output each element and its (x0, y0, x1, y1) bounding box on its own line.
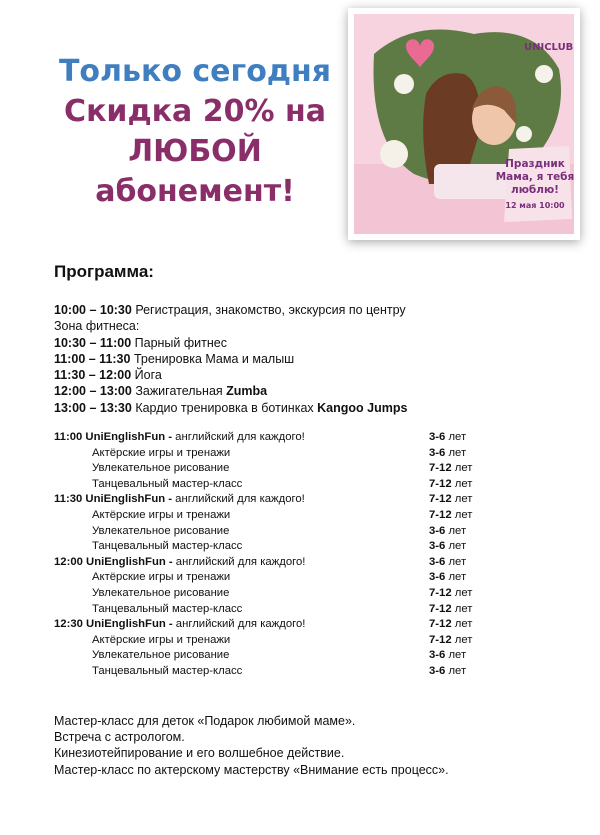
age-range: 7-12 (429, 462, 452, 475)
age-range: 3-6 (429, 524, 446, 537)
slot-time: 11:30 (54, 493, 83, 506)
headline-line-4: абонемент! (95, 174, 295, 209)
headline-line-2: Скидка 20% на (64, 94, 326, 129)
program-item (54, 383, 407, 399)
program-item-time: 13:00 – 13:30 (54, 400, 132, 415)
promo-caption-line-1: Праздник (505, 158, 565, 170)
activity-age (429, 602, 472, 618)
activity-row (54, 461, 473, 477)
age-range: 3-6 (429, 649, 446, 662)
footer-line: Кинезиотейпирование и его волшебное действие. (54, 746, 345, 761)
schedule-slot (54, 617, 473, 633)
age-range: 3-6 (429, 540, 446, 553)
activity-row (54, 477, 473, 493)
slot-brand: UniEnglishFun - (86, 618, 173, 631)
activity-row (54, 446, 467, 462)
promo-caption-line-3: люблю! (511, 184, 559, 196)
headline-line-3: ЛЮБОЙ (128, 134, 262, 169)
age-unit: лет (451, 602, 473, 615)
age-unit: лет (445, 555, 467, 568)
schedule-slot (54, 492, 473, 508)
program-item (54, 367, 407, 383)
activity-name: Актёрские игры и тренажи (92, 633, 231, 646)
slot-age (429, 617, 472, 633)
activity-age (429, 664, 466, 680)
program-item-text: Зона фитнеса: (54, 319, 140, 334)
program-item-text: Парный фитнес (131, 335, 227, 350)
age-unit: лет (445, 524, 467, 537)
activity-row (54, 539, 467, 555)
footer-line: Встреча с астрологом. (54, 730, 185, 745)
footer-line: Мастер-класс для деток «Подарок любимой маме». (54, 714, 356, 728)
slot-brand: UniEnglishFun - (86, 555, 173, 568)
program-item (54, 302, 407, 318)
age-unit: лет (451, 633, 473, 646)
age-range: 3-6 (429, 555, 446, 568)
slot-brand: UniEnglishFun - (85, 493, 173, 506)
slot-time: 12:30 (54, 618, 83, 631)
slot-time: 12:00 (54, 555, 83, 568)
schedule-slot (54, 430, 467, 446)
activity-age (429, 461, 472, 477)
program-item-highlight: Zumba (226, 384, 268, 399)
activity-row (54, 586, 473, 602)
age-range: 3-6 (429, 431, 446, 443)
age-unit: лет (445, 571, 467, 584)
slot-description: английский для каждого! (172, 618, 306, 631)
program-item-text: Зажигательная (131, 384, 227, 399)
activity-name: Актёрские игры и тренажи (92, 571, 231, 584)
headline-line-1: Только сегодня (58, 54, 332, 89)
program-item-text: Кардио тренировка в ботинках (131, 400, 318, 415)
activity-name: Танцевальный мастер-класс (92, 477, 243, 490)
program-item-highlight: Kangoo Jumps (317, 400, 408, 415)
age-range: 7-12 (429, 586, 452, 599)
promo-date: 12 мая 10:00 (505, 201, 565, 210)
activity-age (429, 586, 472, 602)
age-unit: лет (451, 508, 473, 521)
promo-caption (494, 158, 576, 212)
age-range: 3-6 (429, 664, 446, 677)
activity-age (429, 633, 472, 649)
activity-row (54, 664, 467, 680)
program-item (54, 318, 407, 334)
activity-row (54, 524, 467, 540)
age-unit: лет (451, 586, 473, 599)
activity-row (54, 570, 467, 586)
age-unit: лет (451, 618, 473, 631)
slot-time: 11:00 (54, 431, 83, 443)
program-item-time: 11:30 – 12:00 (54, 368, 132, 383)
age-range: 7-12 (429, 602, 452, 615)
slot-description: английский для каждого! (172, 431, 305, 443)
footer-notes (54, 713, 449, 778)
schedule-table (54, 430, 473, 680)
age-unit: лет (451, 493, 473, 506)
promo-headline (30, 52, 360, 212)
age-range: 7-12 (429, 618, 452, 631)
activity-age (429, 524, 466, 540)
program-list (54, 302, 407, 416)
age-range: 7-12 (429, 477, 452, 490)
slot-age (429, 430, 466, 446)
activity-row (54, 633, 473, 649)
program-title: Программа: (54, 262, 154, 281)
program-item-text: Регистрация, знакомство, экскурсия по центру (131, 303, 406, 317)
program-item (54, 400, 407, 416)
activity-name: Актёрские игры и тренажи (92, 508, 231, 521)
program-item-time: 12:00 – 13:00 (54, 384, 132, 399)
program-item-text: Тренировка Мама и малыш (130, 351, 295, 366)
activity-age (429, 539, 466, 555)
age-unit: лет (445, 431, 467, 443)
promo-image (348, 8, 580, 240)
activity-age (429, 446, 466, 462)
program-item (54, 351, 407, 367)
footer-line: Мастер-класс по актерскому мастерству «Внимание есть процесс». (54, 762, 449, 777)
age-range: 3-6 (429, 446, 446, 459)
activity-row (54, 648, 467, 664)
slot-age (429, 555, 466, 571)
slot-description: английский для каждого! (172, 493, 305, 506)
program-item-text: Йога (131, 368, 162, 383)
activity-row (54, 602, 473, 618)
activity-age (429, 508, 472, 524)
promo-logo: UNICLUB (524, 42, 574, 53)
activity-name: Танцевальный мастер-класс (92, 540, 243, 553)
age-range: 3-6 (429, 571, 446, 584)
activity-name: Актёрские игры и тренажи (92, 446, 231, 459)
activity-name: Увлекательное рисование (92, 649, 230, 662)
activity-name: Танцевальный мастер-класс (92, 602, 243, 615)
age-range: 7-12 (429, 508, 452, 521)
age-unit: лет (451, 477, 473, 490)
activity-name: Увлекательное рисование (92, 462, 230, 475)
age-unit: лет (445, 664, 467, 677)
activity-name: Увлекательное рисование (92, 586, 230, 599)
activity-name: Увлекательное рисование (92, 524, 230, 537)
age-range: 7-12 (429, 633, 452, 646)
slot-age (429, 492, 472, 508)
age-unit: лет (451, 462, 473, 475)
program-item-time: 11:00 – 11:30 (54, 351, 131, 366)
slot-description: английский для каждого! (172, 555, 306, 568)
slot-brand: UniEnglishFun - (85, 431, 173, 443)
age-unit: лет (445, 446, 467, 459)
activity-age (429, 477, 472, 493)
age-unit: лет (445, 649, 467, 662)
promo-caption-line-2: Мама, я тебя (495, 171, 575, 183)
program-item (54, 335, 407, 351)
program-item-time: 10:30 – 11:00 (54, 335, 132, 350)
activity-age (429, 570, 466, 586)
age-range: 7-12 (429, 493, 452, 506)
age-unit: лет (445, 540, 467, 553)
activity-row (54, 508, 473, 524)
schedule-slot (54, 555, 467, 571)
program-item-time: 10:00 – 10:30 (54, 303, 132, 317)
activity-age (429, 648, 466, 664)
activity-name: Танцевальный мастер-класс (92, 664, 243, 677)
